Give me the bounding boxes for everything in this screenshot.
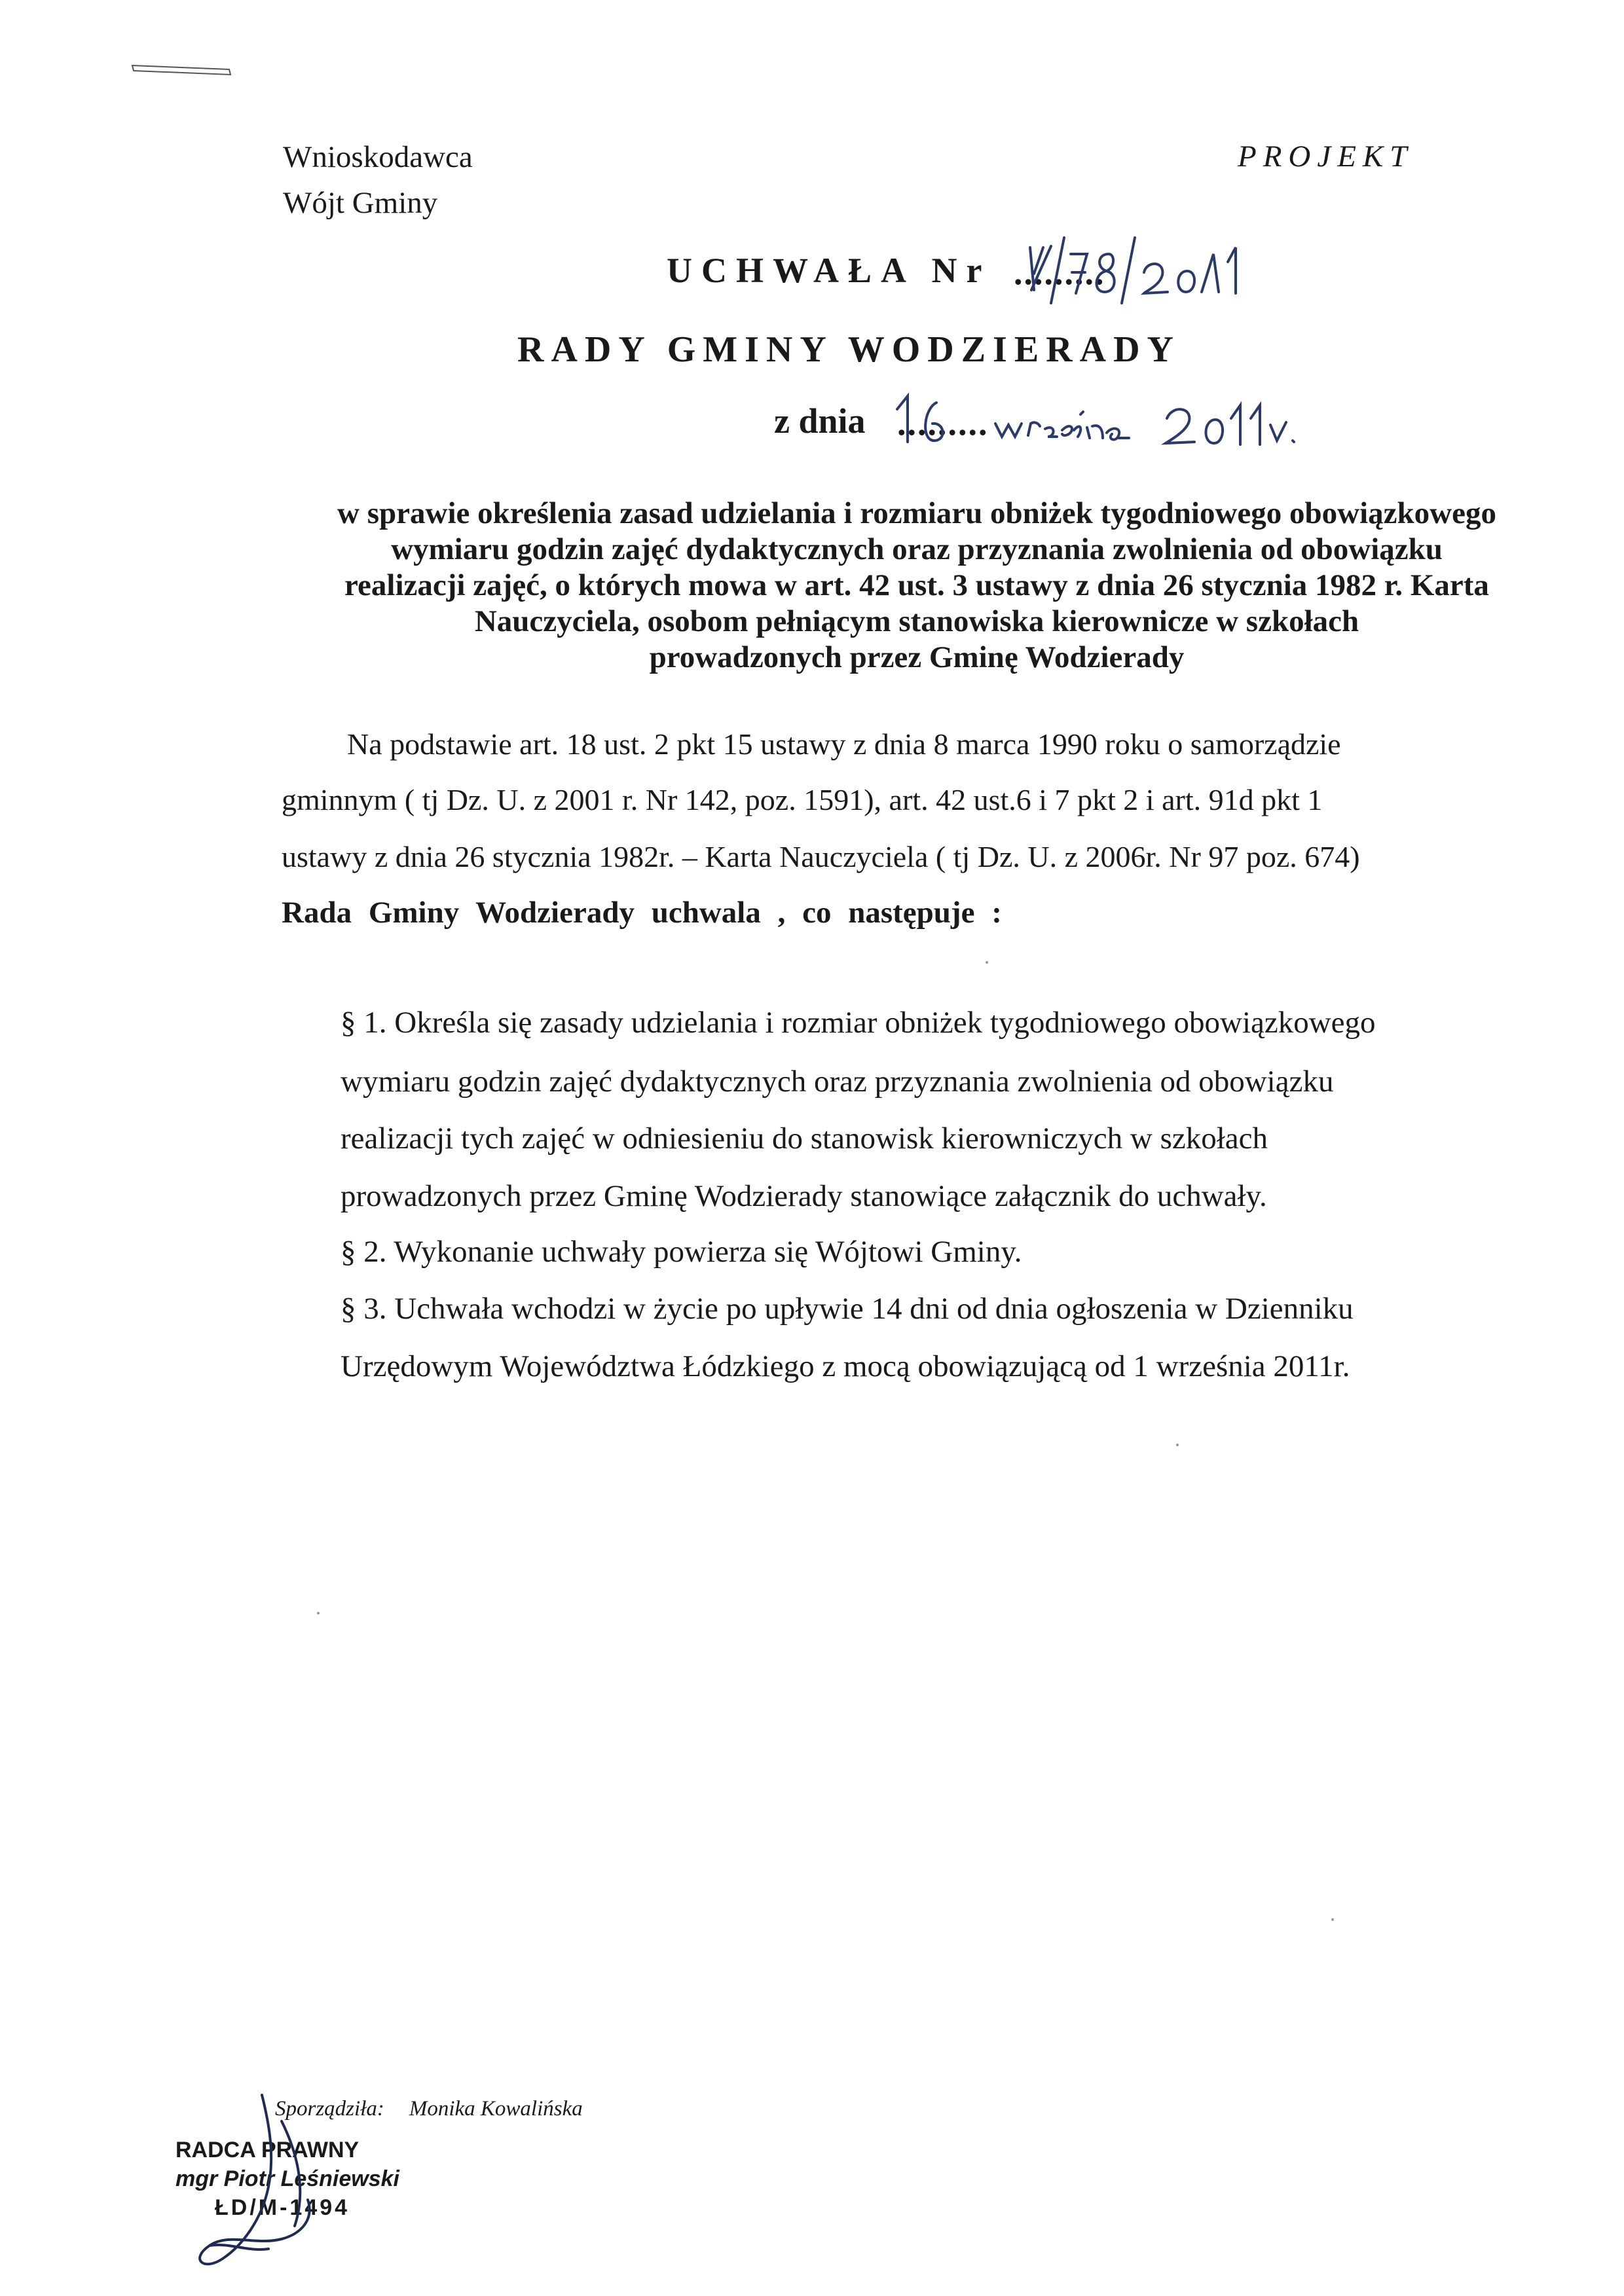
paragraph-2: § 2. Wykonanie uchwały powierza się Wójtowi Gminy. (341, 1235, 1022, 1269)
date-dots: ......... (897, 403, 989, 443)
subject-line: prowadzonych przez Gminę Wodzierady (649, 640, 1185, 674)
paragraph-1-line-3: realizacji tych zajęć w odniesieniu do stanowisk kierowniczych w szkołach (341, 1121, 1268, 1156)
resolution-number-dots: ......... (1014, 253, 1105, 292)
paragraph-1-line-2: wymiaru godzin zajęć dydaktycznych oraz przyznania zwolnienia od obowiązku (341, 1065, 1334, 1099)
stamp-name: mgr Piotr Leśniewski (175, 2166, 399, 2191)
handwritten-signature (170, 2082, 406, 2278)
draft-label: PROJEKT (1238, 139, 1414, 173)
corner-staple-mark (131, 60, 236, 77)
subject-line: wymiaru godzin zajęć dydaktycznych oraz przyznania zwolnienia od obowiązku (391, 532, 1443, 566)
paragraph-1-line-1: § 1. Określa się zasady udzielania i rozmiar obniżek tygodniowego obowiązkowego (341, 1006, 1376, 1040)
resolution-subject (288, 496, 1545, 676)
prepared-name: Monika Kowalińska (409, 2097, 583, 2121)
legal-basis-line-2: gminnym ( tj Dz. U. z 2001 r. Nr 142, poz. 1591), art. 42 ust.6 i 7 pkt 2 i art. 91d pkt 1 (282, 783, 1323, 816)
date-prefix: z dnia (774, 401, 866, 441)
resolution-number-handwriting (1025, 228, 1261, 306)
applicant-line-2: Wójt Gminy (283, 186, 438, 220)
legal-basis-line-1: Na podstawie art. 18 ust. 2 pkt 15 ustawy z dnia 8 marca 1990 roku o samorządzie (347, 727, 1341, 761)
applicant-block (283, 134, 473, 226)
council-name: RADY GMINY WODZIERADY (517, 329, 1181, 370)
paragraph-1-line-4: prowadzonych przez Gminę Wodzierady stanowiące załącznik do uchwały. (341, 1179, 1267, 1213)
paragraph-3-line-2: Urzędowym Województwa Łódzkiego z mocą obowiązującą od 1 września 2011r. (341, 1349, 1350, 1383)
subject-line: w sprawie określenia zasad udzielania i rozmiaru obniżek tygodniowego obowiązkowego (337, 496, 1496, 530)
subject-line: realizacji zajęć, o których mowa w art. 42 ust. 3 ustawy z dnia 26 stycznia 1982 r. Karta (344, 568, 1489, 602)
stamp-license: ŁD/M-1494 (215, 2195, 350, 2220)
applicant-line-1: Wnioskodawca (283, 140, 473, 174)
scan-speck (1176, 1444, 1179, 1446)
prepared-label: Sporządziła: (275, 2097, 384, 2121)
stamp-title: RADCA PRAWNY (175, 2138, 360, 2162)
resolution-clause: Rada Gminy Wodzierady uchwala , co następuje : (282, 896, 1002, 930)
date-handwriting (884, 383, 1303, 455)
resolution-label: UCHWAŁA Nr (667, 251, 991, 290)
legal-basis-line-3: ustawy z dnia 26 stycznia 1982r. – Karta Nauczyciela ( tj Dz. U. z 2006r. Nr 97 poz. 674) (282, 840, 1360, 873)
scan-speck (986, 961, 988, 964)
scan-speck (317, 1612, 320, 1614)
paragraph-3-line-1: § 3. Uchwała wchodzi w życie po upływie 14 dni od dnia ogłoszenia w Dzienniku (341, 1292, 1354, 1326)
scan-speck (1331, 1918, 1334, 1921)
subject-line: Nauczyciela, osobom pełniącym stanowiska kierownicze w szkołach (474, 604, 1359, 638)
